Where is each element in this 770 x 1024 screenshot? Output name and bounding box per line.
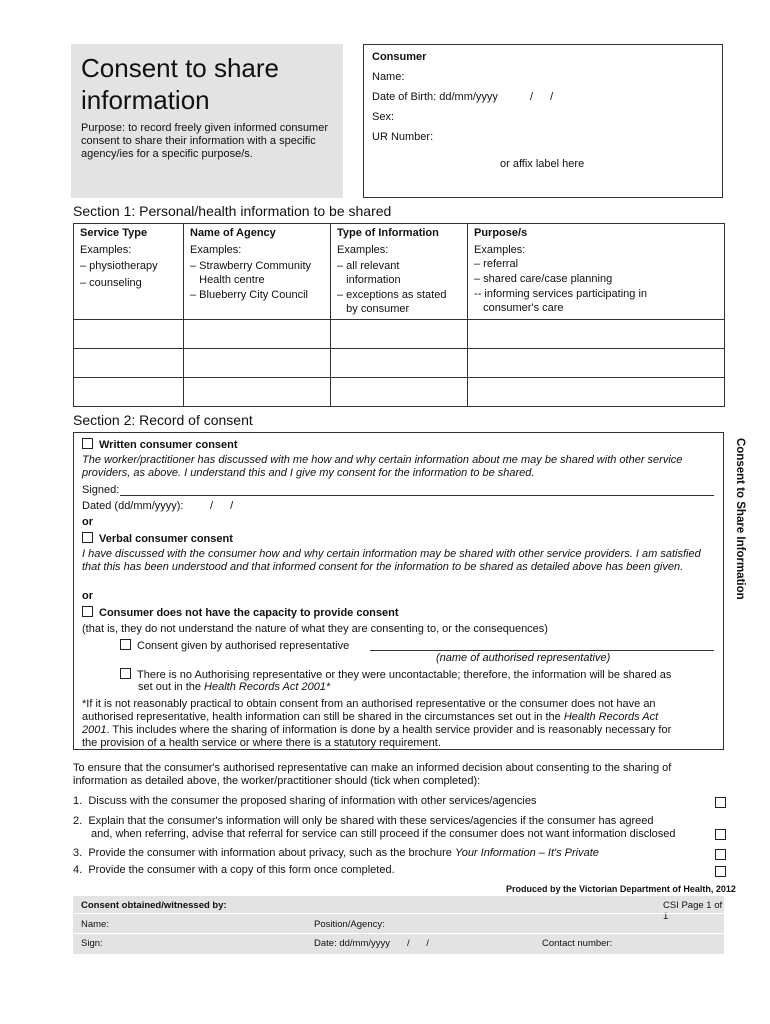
signed-label: Signed: (82, 484, 120, 496)
checklist-item-3-checkbox[interactable] (715, 849, 726, 860)
table-row[interactable] (74, 349, 725, 378)
or-separator-2: or (82, 590, 93, 602)
section-2-box (73, 432, 724, 750)
table-cell[interactable] (74, 320, 184, 349)
note-line-1: *If it is not reasonably practical to obtain consent from an authorised representative or the consumer does not have an (82, 698, 656, 710)
produced-by: Produced by the Victorian Department of Health, 2012 (506, 884, 736, 894)
table-cell[interactable] (184, 349, 331, 378)
example-line: – Strawberry Community (190, 260, 312, 272)
checklist-item-2-cont: and, when referring, advise that referral for service can still proceed if the consumer does not want information disclosed (91, 828, 676, 840)
example-line: Examples: (80, 243, 132, 256)
section-1-table (73, 223, 725, 407)
no-auth-rep-option[interactable] (120, 668, 671, 682)
table-cell[interactable] (331, 349, 468, 378)
no-capacity-checkbox[interactable] (82, 606, 93, 617)
act-reference: Health Records Act (563, 711, 659, 723)
divider (73, 933, 724, 934)
consumer-details-box (363, 44, 723, 198)
written-consent-option[interactable] (82, 438, 238, 452)
no-capacity-text: (that is, they do not understand the nature of what they are consenting to, or the consequences) (82, 623, 548, 635)
page-title (81, 52, 321, 116)
side-label-text: Consent to Share Information (734, 438, 746, 600)
checklist-item-4-checkbox[interactable] (715, 866, 726, 877)
table-cell[interactable] (184, 320, 331, 349)
verbal-consent-text: I have discussed with the consumer how and why certain information may be shared with other service providers. I am satisfied that this has been understood and that informed consent for the information to be shared as detailed above has been given. (82, 548, 701, 573)
table-cell[interactable] (468, 320, 725, 349)
text-span: set out in the (138, 681, 205, 693)
verbal-consent-checkbox[interactable] (82, 532, 93, 543)
item-text: Discuss with the consumer the proposed sharing of information with other services/agencies (88, 795, 537, 807)
act-reference: Health Records Act 2001* (204, 681, 331, 693)
example-line: Examples: (474, 243, 526, 256)
purpose-cell (468, 224, 725, 320)
text-span: . This includes where the sharing of information is done by a health service provider and is reasonably necessary for (106, 724, 672, 736)
purpose-text: Purpose: to record freely given informed consumer consent to share their information with a specific agency/ies for a specific purpose/s. (81, 122, 329, 160)
consumer-name-field[interactable]: Name: (372, 71, 405, 83)
checklist-item-1-checkbox[interactable] (715, 797, 726, 808)
dated-slashes: / / (210, 500, 234, 512)
verbal-consent-option[interactable] (82, 532, 233, 546)
auth-rep-checkbox[interactable] (120, 639, 131, 650)
example-line: Examples: (190, 243, 242, 256)
example-line: by consumer (337, 302, 410, 315)
checklist-intro-line-1: To ensure that the consumer's authorised representative can make an informed decision about consenting to the sharing of (73, 762, 672, 774)
text-span: authorised representative, health information can still be shared in the circumstances set out in the (82, 711, 564, 723)
no-capacity-label: Consumer does not have the capacity to provide consent (99, 607, 399, 619)
witness-date-slashes: / / (407, 938, 429, 949)
column-header: Name of Agency (190, 227, 276, 239)
service-type-cell (74, 224, 184, 320)
witness-position-field[interactable]: Position/Agency: (314, 919, 385, 930)
written-consent-label: Written consumer consent (99, 439, 238, 451)
no-auth-rep-checkbox[interactable] (120, 668, 131, 679)
section-1-heading: Section 1: Personal/health information to be shared (73, 203, 392, 219)
title-line-1: Consent to share (81, 53, 280, 83)
checklist-item-1 (73, 795, 536, 808)
auth-rep-label: Consent given by authorised representative (137, 640, 350, 652)
examples-row (74, 224, 725, 320)
consumer-heading: Consumer (372, 51, 427, 63)
note-line-2 (82, 711, 658, 724)
table-cell[interactable] (468, 378, 725, 407)
column-header: Service Type (80, 227, 148, 239)
example-line: – physiotherapy (80, 260, 158, 272)
example-line: -- informing services participating in (474, 288, 648, 300)
example-line: consumer's care (474, 301, 564, 314)
table-cell[interactable] (468, 349, 725, 378)
side-label (730, 432, 750, 600)
table-cell[interactable] (74, 349, 184, 378)
act-reference: 2001 (82, 724, 107, 736)
item-number: 2. (73, 815, 83, 827)
example-line: – counseling (80, 276, 142, 289)
table-cell[interactable] (184, 378, 331, 407)
example-line: information (337, 273, 401, 286)
consumer-ur-field[interactable]: UR Number: (372, 131, 434, 143)
consumer-sex-field[interactable]: Sex: (372, 111, 395, 123)
example-line: – shared care/case planning (474, 272, 613, 285)
section-2-heading: Section 2: Record of consent (73, 412, 253, 428)
witness-sign-field[interactable]: Sign: (81, 938, 103, 949)
table-row[interactable] (74, 320, 725, 349)
example-line: – referral (474, 258, 519, 270)
column-header: Type of Information (337, 227, 439, 239)
item-text: Explain that the consumer's information will only be shared with these services/agencies if the consumer has agreed (88, 815, 654, 827)
table-cell[interactable] (331, 378, 468, 407)
witness-heading: Consent obtained/witnessed by: (81, 900, 227, 911)
divider (73, 913, 724, 914)
no-auth-rep-label: There is no Authorising representative or they were uncontactable; therefore, the information will be shared as (137, 669, 672, 681)
or-separator-1: or (82, 516, 93, 528)
item-text: Provide the consumer with information about privacy, such as the brochure (88, 847, 455, 859)
example-line: Health centre (190, 273, 265, 286)
example-line: – Blueberry City Council (190, 289, 308, 301)
title-panel (71, 44, 343, 198)
witness-name-field[interactable]: Name: (81, 919, 109, 930)
written-consent-text: The worker/practitioner has discussed with me how and why certain information about me may be shared with other service providers, as above. I understand this and I give my consent for the information to be shared. (82, 454, 683, 479)
dob-slashes: / / (530, 91, 554, 103)
checklist-item-2 (73, 815, 654, 828)
auth-rep-name-line[interactable] (370, 650, 714, 651)
checklist-item-3 (73, 847, 599, 860)
checklist-intro-line-2: information as detailed above, the worker/practitioner should (tick when completed): (73, 775, 481, 787)
auth-rep-option[interactable] (120, 639, 349, 653)
table-cell[interactable] (331, 320, 468, 349)
checklist-item-2-checkbox[interactable] (715, 829, 726, 840)
witness-date-field[interactable]: Date: dd/mm/yyyy (314, 938, 391, 949)
example-line: – all relevant (337, 260, 400, 272)
brochure-title: Your Information – It's Private (454, 847, 599, 859)
dated-label: Dated (dd/mm/yyyy): (82, 500, 184, 512)
no-auth-rep-label-cont (138, 681, 330, 694)
page-label: CSI Page 1 of 1 (663, 900, 723, 922)
written-consent-checkbox[interactable] (82, 438, 93, 449)
item-number: 1. (73, 795, 83, 807)
consumer-dob-field[interactable]: Date of Birth: dd/mm/yyyy (372, 91, 498, 103)
item-text: Provide the consumer with a copy of this form once completed. (88, 864, 395, 876)
affix-label-text: or affix label here (500, 158, 585, 170)
table-cell[interactable] (74, 378, 184, 407)
example-line: Examples: (337, 243, 389, 256)
column-header: Purpose/s (474, 227, 528, 239)
note-line-4: the provision of a health service or where there is a statutory requirement. (82, 737, 441, 749)
item-number: 4. (73, 864, 83, 876)
verbal-consent-label: Verbal consumer consent (99, 533, 233, 545)
example-line: – exceptions as stated (337, 289, 447, 301)
checklist-item-4 (73, 864, 395, 877)
agency-cell (184, 224, 331, 320)
title-line-2: information (81, 85, 210, 115)
no-capacity-option[interactable] (82, 606, 399, 620)
signature-line[interactable] (120, 495, 714, 496)
note-line-3 (82, 724, 671, 737)
witness-panel (73, 896, 724, 954)
info-type-cell (331, 224, 468, 320)
item-number: 3. (73, 847, 83, 859)
auth-rep-caption: (name of authorised representative) (436, 652, 611, 664)
witness-contact-field[interactable]: Contact number: (542, 938, 613, 949)
table-row[interactable] (74, 378, 725, 407)
